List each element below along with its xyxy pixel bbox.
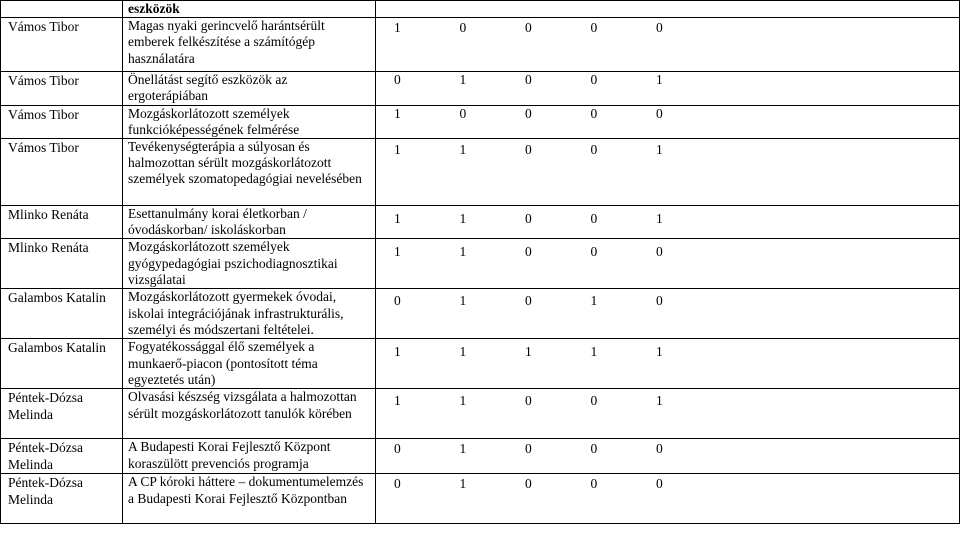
flag-value: 1 <box>459 244 467 260</box>
table-row <box>1 139 960 206</box>
flag-value: 1 <box>459 211 467 227</box>
flag-value: 1 <box>459 476 467 492</box>
flag-value: 0 <box>525 393 532 409</box>
flags-cell <box>376 389 960 439</box>
flags-cell <box>376 139 960 206</box>
supervisor-name-cell: Vámos Tibor <box>1 18 123 72</box>
supervisor-name-cell: Vámos Tibor <box>1 72 123 105</box>
flag-value: 0 <box>394 441 401 457</box>
flag-value: 0 <box>590 20 598 36</box>
flag-value: 0 <box>656 441 663 457</box>
flags-row <box>394 344 960 361</box>
flags-cell <box>376 18 960 72</box>
flag-value: 1 <box>394 105 401 121</box>
table-row <box>1 1 960 18</box>
flag-value: 0 <box>525 244 532 260</box>
table-row <box>1 474 960 524</box>
thesis-topic-cell: A Budapesti Korai Fejlesztő Központ koraszülött prevenciós programja <box>123 439 376 474</box>
flags-row <box>394 211 960 228</box>
flag-value: 0 <box>394 476 401 492</box>
flag-value: 1 <box>656 72 663 88</box>
thesis-topic-cell: Mozgáskorlátozott személyek funkcióképességének felmérése <box>123 105 376 138</box>
flag-value: 1 <box>525 344 532 360</box>
flags-row <box>394 72 960 89</box>
flag-value: 0 <box>656 105 663 121</box>
flags-cell <box>376 439 960 474</box>
flag-value: 0 <box>656 20 663 36</box>
table-row <box>1 18 960 72</box>
table-row <box>1 239 960 289</box>
table-row <box>1 339 960 389</box>
flag-value: 1 <box>459 72 467 88</box>
thesis-topic-cell: eszközök <box>123 1 376 18</box>
supervisor-name-cell: Galambos Katalin <box>1 289 123 339</box>
flag-value: 0 <box>525 105 532 121</box>
table-row <box>1 206 960 239</box>
flag-value: 1 <box>656 393 663 409</box>
thesis-topic-cell: Önellátást segítő eszközök az ergoterápiában <box>123 72 376 105</box>
flag-value: 1 <box>590 293 598 309</box>
supervisor-name-cell: Péntek-Dózsa Melinda <box>1 439 123 474</box>
flags-cell <box>376 105 960 138</box>
flag-value: 0 <box>590 441 598 457</box>
flag-value: 1 <box>394 20 401 36</box>
flag-value: 1 <box>590 344 598 360</box>
flags-cell <box>376 339 960 389</box>
flags-cell <box>376 474 960 524</box>
flag-value: 0 <box>459 20 467 36</box>
table-row <box>1 105 960 138</box>
flag-value: 0 <box>656 293 663 309</box>
flags-cell <box>376 239 960 289</box>
flag-value: 0 <box>590 105 598 121</box>
table-row <box>1 72 960 105</box>
flag-value: 0 <box>525 72 532 88</box>
flags-row <box>394 393 960 410</box>
flag-value: 1 <box>394 244 401 260</box>
supervisor-name-cell: Vámos Tibor <box>1 105 123 138</box>
flag-value: 1 <box>459 344 467 360</box>
flag-value: 1 <box>656 344 663 360</box>
flags-row <box>394 476 960 493</box>
thesis-topic-cell: Magas nyaki gerincvelő harántsérült emberek felkészítése a számítógép használatára <box>123 18 376 72</box>
flag-value: 0 <box>459 105 467 121</box>
supervisor-name-cell: Mlinko Renáta <box>1 239 123 289</box>
flag-value: 1 <box>394 142 401 158</box>
thesis-topic-cell: Mozgáskorlátozott személyek gyógypedagógiai pszichodiagnosztikai vizsgálatai <box>123 239 376 289</box>
thesis-topic-cell: Esettanulmány korai életkorban / óvodáskorban/ iskoláskorban <box>123 206 376 239</box>
flags-cell <box>376 72 960 105</box>
supervisor-name-cell <box>1 1 123 18</box>
flags-row <box>394 244 960 261</box>
flags-row <box>394 441 960 458</box>
flags-cell <box>376 1 960 18</box>
supervisor-name-cell: Péntek-Dózsa Melinda <box>1 474 123 524</box>
flag-value: 1 <box>459 441 467 457</box>
supervisor-name-cell: Galambos Katalin <box>1 339 123 389</box>
flag-value: 0 <box>525 211 532 227</box>
thesis-topic-cell: Tevékenységterápia a súlyosan és halmozottan sérült mozgáskorlátozott személyek szomatopedagógiai nevelésében <box>123 139 376 206</box>
flag-value: 0 <box>590 244 598 260</box>
flag-value: 0 <box>525 142 532 158</box>
flag-value: 1 <box>459 142 467 158</box>
flags-row <box>394 20 960 37</box>
topics-table-body <box>1 1 960 524</box>
flag-value: 0 <box>525 441 532 457</box>
flag-value: 1 <box>459 393 467 409</box>
supervisor-name-cell: Mlinko Renáta <box>1 206 123 239</box>
thesis-topic-cell: Olvasási készség vizsgálata a halmozottan sérült mozgáskorlátozott tanulók körében <box>123 389 376 439</box>
flag-value: 0 <box>590 393 598 409</box>
flag-value: 1 <box>394 211 401 227</box>
table-row <box>1 289 960 339</box>
supervisor-name-cell: Vámos Tibor <box>1 139 123 206</box>
flag-value: 0 <box>590 142 598 158</box>
flag-value: 0 <box>590 211 598 227</box>
flag-value: 0 <box>590 476 598 492</box>
flag-value: 1 <box>656 211 663 227</box>
flag-value: 1 <box>656 142 663 158</box>
flag-value: 0 <box>394 293 401 309</box>
flag-value: 1 <box>394 393 401 409</box>
flags-cell <box>376 289 960 339</box>
flags-row <box>394 293 960 310</box>
flag-value: 0 <box>656 244 663 260</box>
thesis-topic-cell: A CP kóroki háttere – dokumentumelemzés a Budapesti Korai Fejlesztő Központban <box>123 474 376 524</box>
supervisor-name-cell: Péntek-Dózsa Melinda <box>1 389 123 439</box>
flag-value: 0 <box>590 72 598 88</box>
thesis-topic-cell: Mozgáskorlátozott gyermekek óvodai, iskolai integrációjának infrastrukturális, személyi és módszertani feltételei. <box>123 289 376 339</box>
flag-value: 0 <box>656 476 663 492</box>
flag-value: 0 <box>394 72 401 88</box>
flag-value: 0 <box>525 20 532 36</box>
flag-value: 1 <box>459 293 467 309</box>
flags-row <box>394 142 960 159</box>
flag-value: 0 <box>525 293 532 309</box>
flags-cell <box>376 206 960 239</box>
flag-value: 0 <box>525 476 532 492</box>
flags-row <box>394 106 960 123</box>
table-row <box>1 439 960 474</box>
thesis-topic-cell: Fogyatékossággal élő személyek a munkaerő-piacon (pontosított téma egyeztetés után) <box>123 339 376 389</box>
flag-value: 1 <box>394 344 401 360</box>
table-row <box>1 389 960 439</box>
